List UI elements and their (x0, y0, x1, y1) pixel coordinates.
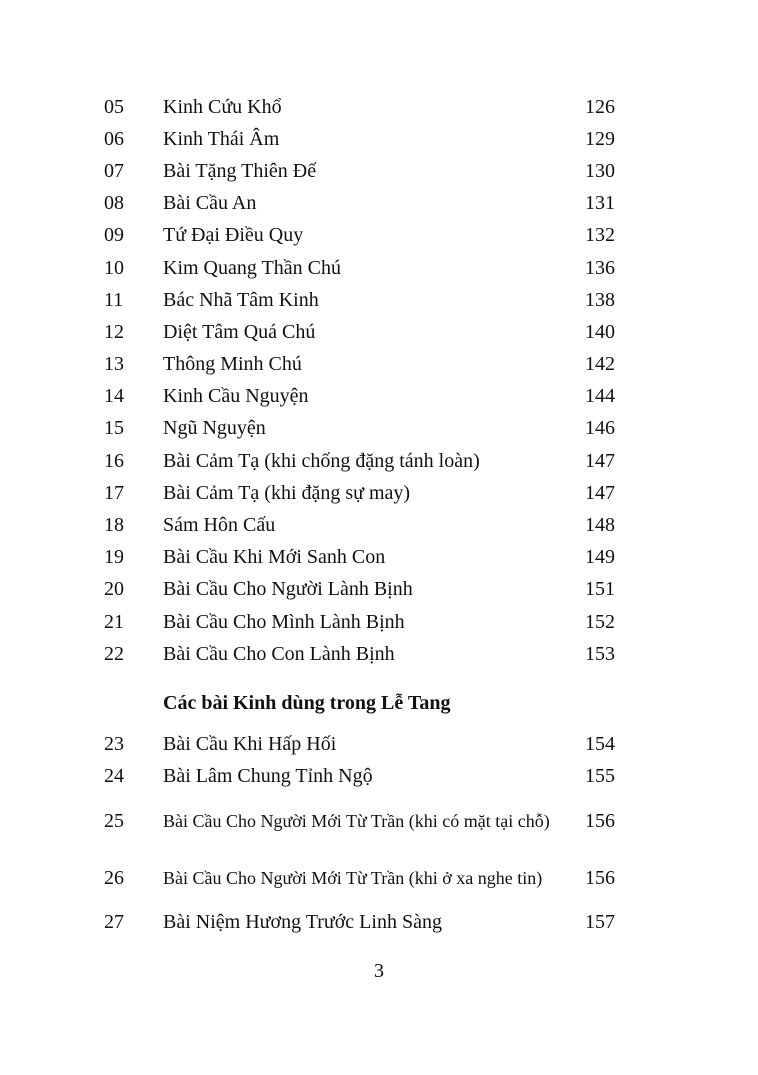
entry-title: Kinh Cứu Khổ (163, 95, 282, 118)
entry-title: Bài Niệm Hương Trước Linh Sàng (163, 911, 442, 934)
entry-number: 22 (104, 642, 124, 665)
entry-page: 155 (585, 765, 615, 788)
toc-row (104, 542, 634, 574)
entry-title: Bài Cầu Cho Người Mới Từ Trần (khi ở xa nghe tin) (163, 868, 543, 889)
toc-row (104, 638, 634, 670)
entry-title: Bài Cầu Khi Hấp Hối (163, 732, 337, 755)
entry-number: 15 (104, 417, 124, 440)
toc-row (104, 728, 634, 760)
entry-page: 131 (585, 192, 615, 215)
entry-number: 18 (104, 514, 124, 537)
entry-page: 144 (585, 385, 615, 408)
entry-page: 154 (585, 732, 615, 755)
entry-number: 17 (104, 481, 124, 504)
toc-section-list (104, 728, 634, 939)
entry-title: Bài Cảm Tạ (khi chống đặng tánh loàn) (163, 449, 480, 472)
entry-number: 19 (104, 546, 124, 569)
entry-title: Kinh Thái Âm (163, 127, 280, 150)
toc-row (104, 188, 634, 220)
toc-row (104, 761, 634, 793)
entry-title: Tứ Đại Điều Quy (163, 224, 304, 247)
toc-row (104, 445, 634, 477)
entry-title: Sám Hôn Cấu (163, 514, 276, 537)
section-heading: Các bài Kinh dùng trong Lễ Tang (163, 691, 451, 714)
toc-row (104, 381, 634, 413)
entry-title: Bài Cảm Tạ (khi đặng sự may) (163, 481, 411, 504)
entry-page: 151 (585, 578, 615, 601)
toc-row (104, 155, 634, 187)
entry-number: 26 (104, 866, 124, 889)
entry-page: 147 (585, 449, 615, 472)
entry-number: 06 (104, 127, 124, 150)
entry-title: Bài Cầu Cho Người Lành Bịnh (163, 578, 413, 601)
toc-row (104, 91, 634, 123)
entry-page: 126 (585, 95, 615, 118)
entry-number: 07 (104, 159, 124, 182)
entry-number: 09 (104, 224, 124, 247)
toc-row (104, 850, 634, 907)
toc-row (104, 606, 634, 638)
entry-page: 157 (585, 911, 615, 934)
toc-row (104, 349, 634, 381)
entry-page: 140 (585, 320, 615, 343)
entry-number: 10 (104, 256, 124, 279)
entry-number: 20 (104, 578, 124, 601)
entry-page: 152 (585, 610, 615, 633)
entry-page: 148 (585, 514, 615, 537)
entry-page: 146 (585, 417, 615, 440)
toc-row (104, 907, 634, 939)
entry-page: 136 (585, 256, 615, 279)
entry-number: 11 (104, 288, 124, 311)
entry-page: 138 (585, 288, 615, 311)
entry-title: Bài Tặng Thiên Đế (163, 159, 317, 182)
entry-number: 25 (104, 809, 124, 832)
entry-number: 14 (104, 385, 124, 408)
toc-row (104, 316, 634, 348)
toc-row (104, 413, 634, 445)
toc-list (104, 91, 634, 670)
entry-page: 156 (585, 866, 615, 889)
entry-title: Kim Quang Thần Chú (163, 256, 341, 279)
toc-row (104, 123, 634, 155)
entry-title: Kinh Cầu Nguyện (163, 385, 309, 408)
page-number: 3 (374, 960, 384, 982)
entry-page: 129 (585, 127, 615, 150)
entry-title: Bài Cầu Cho Con Lành Bịnh (163, 642, 395, 665)
entry-title: Ngũ Nguyện (163, 417, 266, 440)
entry-number: 27 (104, 911, 124, 934)
entry-number: 21 (104, 610, 124, 633)
toc-row (104, 793, 634, 850)
entry-title: Bài Cầu Cho Mình Lành Bịnh (163, 610, 405, 633)
toc-row (104, 220, 634, 252)
entry-page: 147 (585, 481, 615, 504)
entry-number: 05 (104, 95, 124, 118)
entry-page: 156 (585, 809, 615, 832)
entry-number: 08 (104, 192, 124, 215)
entry-title: Diệt Tâm Quá Chú (163, 320, 316, 343)
entry-number: 13 (104, 353, 124, 376)
table-of-contents (104, 91, 634, 939)
entry-title: Bác Nhã Tâm Kinh (163, 288, 319, 311)
entry-page: 153 (585, 642, 615, 665)
toc-row (104, 574, 634, 606)
toc-row (104, 284, 634, 316)
toc-row (104, 477, 634, 509)
entry-number: 24 (104, 765, 124, 788)
entry-page: 142 (585, 353, 615, 376)
entry-number: 23 (104, 732, 124, 755)
entry-number: 16 (104, 449, 124, 472)
toc-row (104, 509, 634, 541)
entry-title: Bài Cầu Cho Người Mới Từ Trần (khi có mặt tại chỗ) (163, 811, 550, 832)
entry-title: Thông Minh Chú (163, 353, 302, 376)
entry-page: 130 (585, 159, 615, 182)
toc-row (104, 252, 634, 284)
entry-number: 12 (104, 320, 124, 343)
entry-title: Bài Lâm Chung Tỉnh Ngộ (163, 765, 373, 788)
entry-page: 132 (585, 224, 615, 247)
entry-title: Bài Cầu Khi Mới Sanh Con (163, 546, 386, 569)
entry-title: Bài Cầu An (163, 192, 257, 215)
entry-page: 149 (585, 546, 615, 569)
